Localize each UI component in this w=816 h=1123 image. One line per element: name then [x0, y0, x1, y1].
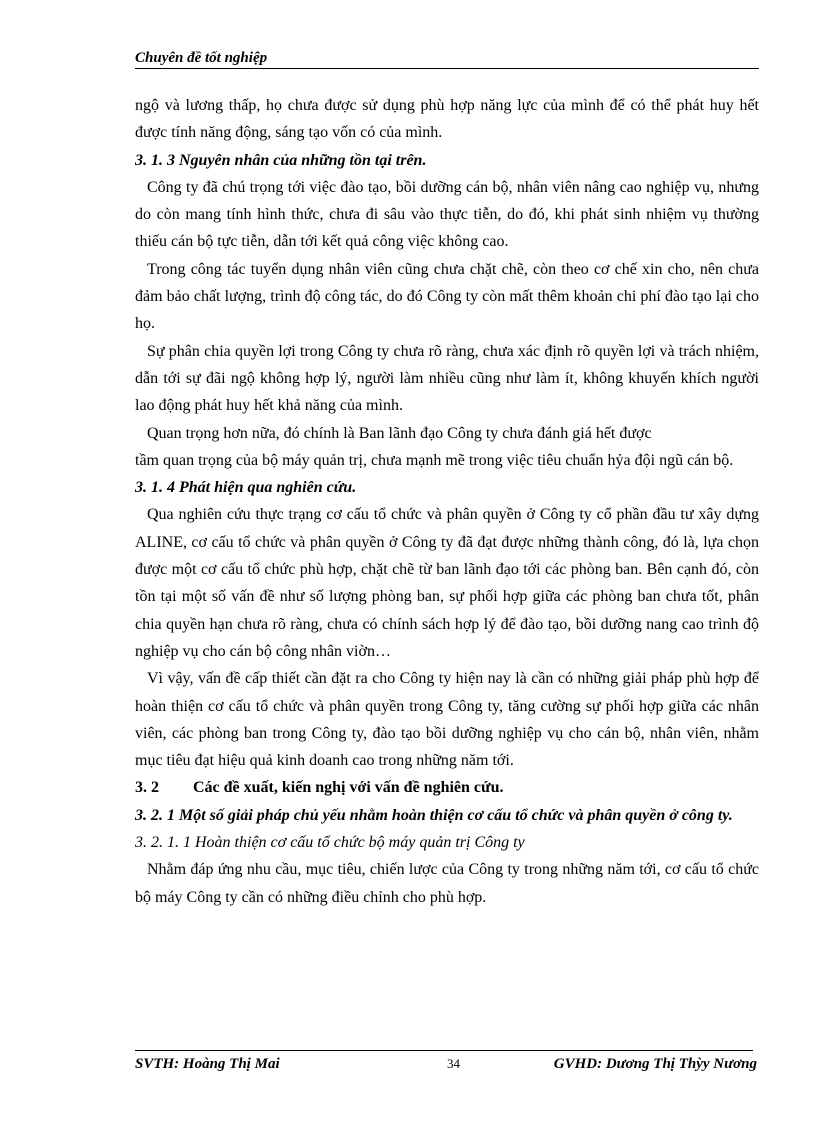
page-footer [135, 1056, 759, 1078]
paragraph: Sự phân chia quyền lợi trong Công ty chưa rõ ràng, chưa xác định rõ quyền lợi và trách nhiệm, dẫn tới sự đãi ngộ không hợp lý, người làm nhiều cũng như làm ít, không khuyến khích người lao động phát huy hết khả năng của mình. [135, 342, 759, 415]
paragraph: Công ty đã chú trọng tới việc đào tạo, bồi dưỡng cán bộ, nhân viên nâng cao nghiệp vụ, nhưng do còn mang tính hình thức, chưa đi sâu vào thực tiễn, do đó, khi phát sinh nhiệm vụ thường thiếu cán bộ tực tiễn, dẫn tới kết quả công việc không cao. [135, 178, 759, 251]
section-heading-3-2 [135, 774, 759, 801]
paragraph: tầm quan trọng của bộ máy quản trị, chưa mạnh mẽ trong việc tiêu chuẩn hỷa đội ngũ cán bộ. [135, 451, 734, 469]
section-number: 3. 2 [135, 779, 159, 797]
section-heading-3-2-1-1: 3. 2. 1. 1 Hoàn thiện cơ cấu tổ chức bộ máy quản trị Công ty [135, 834, 525, 852]
paragraph: Vì vậy, vấn đề cấp thiết cần đặt ra cho Công ty hiện nay là cần có những giải pháp phù hợp để hoàn thiện cơ cấu tổ chức và phân quyền trong Công ty, tăng cường sự phối hợp giữa các nhân viên, các phòng ban trong Công ty, đào tạo bồi dưỡng nghiệp vụ cho cán bộ, nhân viên, nhằm mục tiêu đạt hiệu quả kinh doanh cao trong những năm tới. [135, 670, 759, 770]
paragraph: Quan trọng hơn nữa, đó chính là Ban lãnh đạo Công ty chưa đánh giá hết được [147, 424, 652, 442]
section-title: Các đề xuất, kiến nghị với vấn đề nghiên cứu. [193, 779, 504, 797]
section-heading-3-1-4: 3. 1. 4 Phát hiện qua nghiên cứu. [135, 479, 357, 497]
header-title: Chuyên đề tốt nghiệp [135, 50, 268, 66]
document-body [135, 92, 759, 911]
section-heading-3-2-1: 3. 2. 1 Một số giải pháp chủ yếu nhằm hoàn thiện cơ cấu tổ chức và phân quyền ở công ty. [135, 806, 733, 824]
page-number: 34 [447, 1056, 460, 1071]
page-header [135, 50, 759, 69]
footer-student: SVTH: Hoàng Thị Mai [135, 1056, 280, 1072]
section-heading-3-1-3: 3. 1. 3 Nguyên nhân của những tồn tại trên. [135, 151, 427, 169]
paragraph: Nhằm đáp ứng nhu cầu, mục tiêu, chiến lược của Công ty trong những năm tới, cơ cấu tổ chức bộ máy Công ty cần có những điều chỉnh cho phù hợp. [135, 861, 759, 906]
paragraph: Qua nghiên cứu thực trạng cơ cấu tổ chức và phân quyền ở Công ty cổ phần đầu tư xây dựng ALINE, cơ cấu tổ chức và phân quyền ở Công ty đã đạt được những thành công, đó là, lựa chọn được một cơ cấu tổ chức phù hợp, chặt chẽ từ ban lãnh đạo tới các phòng ban. Bên cạnh đó, còn tồn tại một số vấn đề như số lượng phòng ban, sự phối hợp giữa các phòng ban chưa tốt, phân chia quyền hạn chưa rõ ràng, chưa có chính sách hợp lý để đào tạo, bồi dưỡng nang cao trình độ nghiệp vụ cho cán bộ công nhân viờn… [135, 506, 759, 660]
paragraph: ngộ và lương thấp, họ chưa được sử dụng phù hợp năng lực của mình để có thể phát huy hết được tính năng động, sáng tạo vốn có của mình. [135, 97, 759, 142]
footer-advisor: GVHD: Dương Thị Thỳy Nương [553, 1056, 757, 1072]
paragraph: Trong công tác tuyển dụng nhân viên cũng chưa chặt chẽ, còn theo cơ chế xin cho, nên chưa đảm bảo chất lượng, trình độ công tác, do đó Công ty còn mất thêm khoản chi phí đào tạo lại cho họ. [135, 260, 759, 333]
footer-rule [135, 1050, 753, 1051]
